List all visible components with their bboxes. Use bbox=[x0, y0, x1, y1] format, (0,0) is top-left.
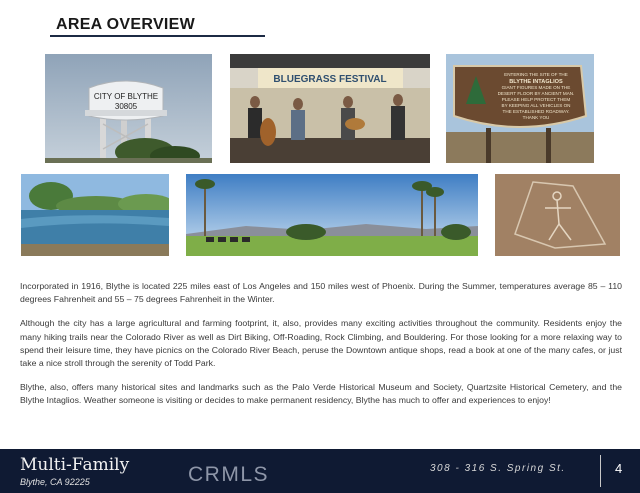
bluegrass-festival-photo bbox=[230, 54, 430, 163]
festival-banner-text: BLUEGRASS FESTIVAL bbox=[273, 74, 387, 85]
sign-line-3: GIANT FIGURES MADE ON THE bbox=[501, 85, 571, 90]
paragraph-history: Incorporated in 1916, Blythe is located 225 miles east of Los Angeles and 150 miles west of Phoenix. During the Summer, temperatures average 85 – 110 degrees Fahrenheit and 55 – 75 degrees Fahrenheit in the Winter. bbox=[20, 281, 622, 305]
paragraph-landmarks: Blythe, also, offers many historical sites and landmarks such as the Palo Verde Historical Museum and Society, Quartzsite Historical Cemetery, and the Blythe Intaglios. Weather someone is visiting or decides to make permanent residency, Blythe has much to offer and experiences to enjoy! bbox=[20, 382, 622, 406]
title-underline bbox=[50, 35, 265, 37]
property-address: 308 - 316 S. Spring St. bbox=[430, 463, 566, 474]
park-photo bbox=[186, 174, 478, 256]
page-number: 4 bbox=[615, 461, 623, 476]
footer-divider bbox=[600, 455, 601, 487]
intaglio-aerial-photo bbox=[495, 174, 620, 256]
river-photo bbox=[21, 174, 169, 256]
tower-text-1: CITY OF BLYTHE bbox=[93, 92, 159, 101]
tower-text-2: 30805 bbox=[114, 102, 138, 111]
sign-line-7: THE ESTABLISHED ROADWAY. bbox=[502, 109, 570, 114]
sign-line-8: THANK YOU bbox=[522, 115, 550, 120]
water-tower-photo bbox=[45, 54, 212, 163]
brand-title: Multi-Family bbox=[20, 455, 130, 475]
sign-line-1: ENTERING THE SITE OF THE bbox=[504, 72, 568, 77]
sign-line-2: BLYTHE INTAGLIOS bbox=[509, 79, 563, 85]
property-location: Blythe, CA 92225 bbox=[20, 477, 90, 487]
intaglios-sign-photo bbox=[446, 54, 594, 163]
sign-line-6: BY KEEPING ALL VEHICLES ON bbox=[501, 103, 571, 108]
overview-text bbox=[20, 280, 622, 419]
sign-line-5: PLEASE HELP PROTECT THEM bbox=[501, 97, 571, 102]
paragraph-activities: Although the city has a large agricultural and farming footprint, it, also, provides many exciting activities throughout the community. Residents enjoy the many hiking trails near the Colorado River as well as Dirt Biking, Off-Roading, Rock Climbing, and Bouldering. For those looking for a more relaxing way to spend their leisure time, they have picnics on the Colorado River Beach, peruse the Downtown antique shops, read a book at one of the many cafes, or just take a nice stroll through the serenity of Todd Park. bbox=[20, 318, 622, 369]
sign-line-4: DESERT FLOOR BY ANCIENT MAN. bbox=[497, 91, 575, 96]
crmls-watermark: CRMLS bbox=[188, 463, 270, 486]
section-title: AREA OVERVIEW bbox=[56, 16, 196, 33]
